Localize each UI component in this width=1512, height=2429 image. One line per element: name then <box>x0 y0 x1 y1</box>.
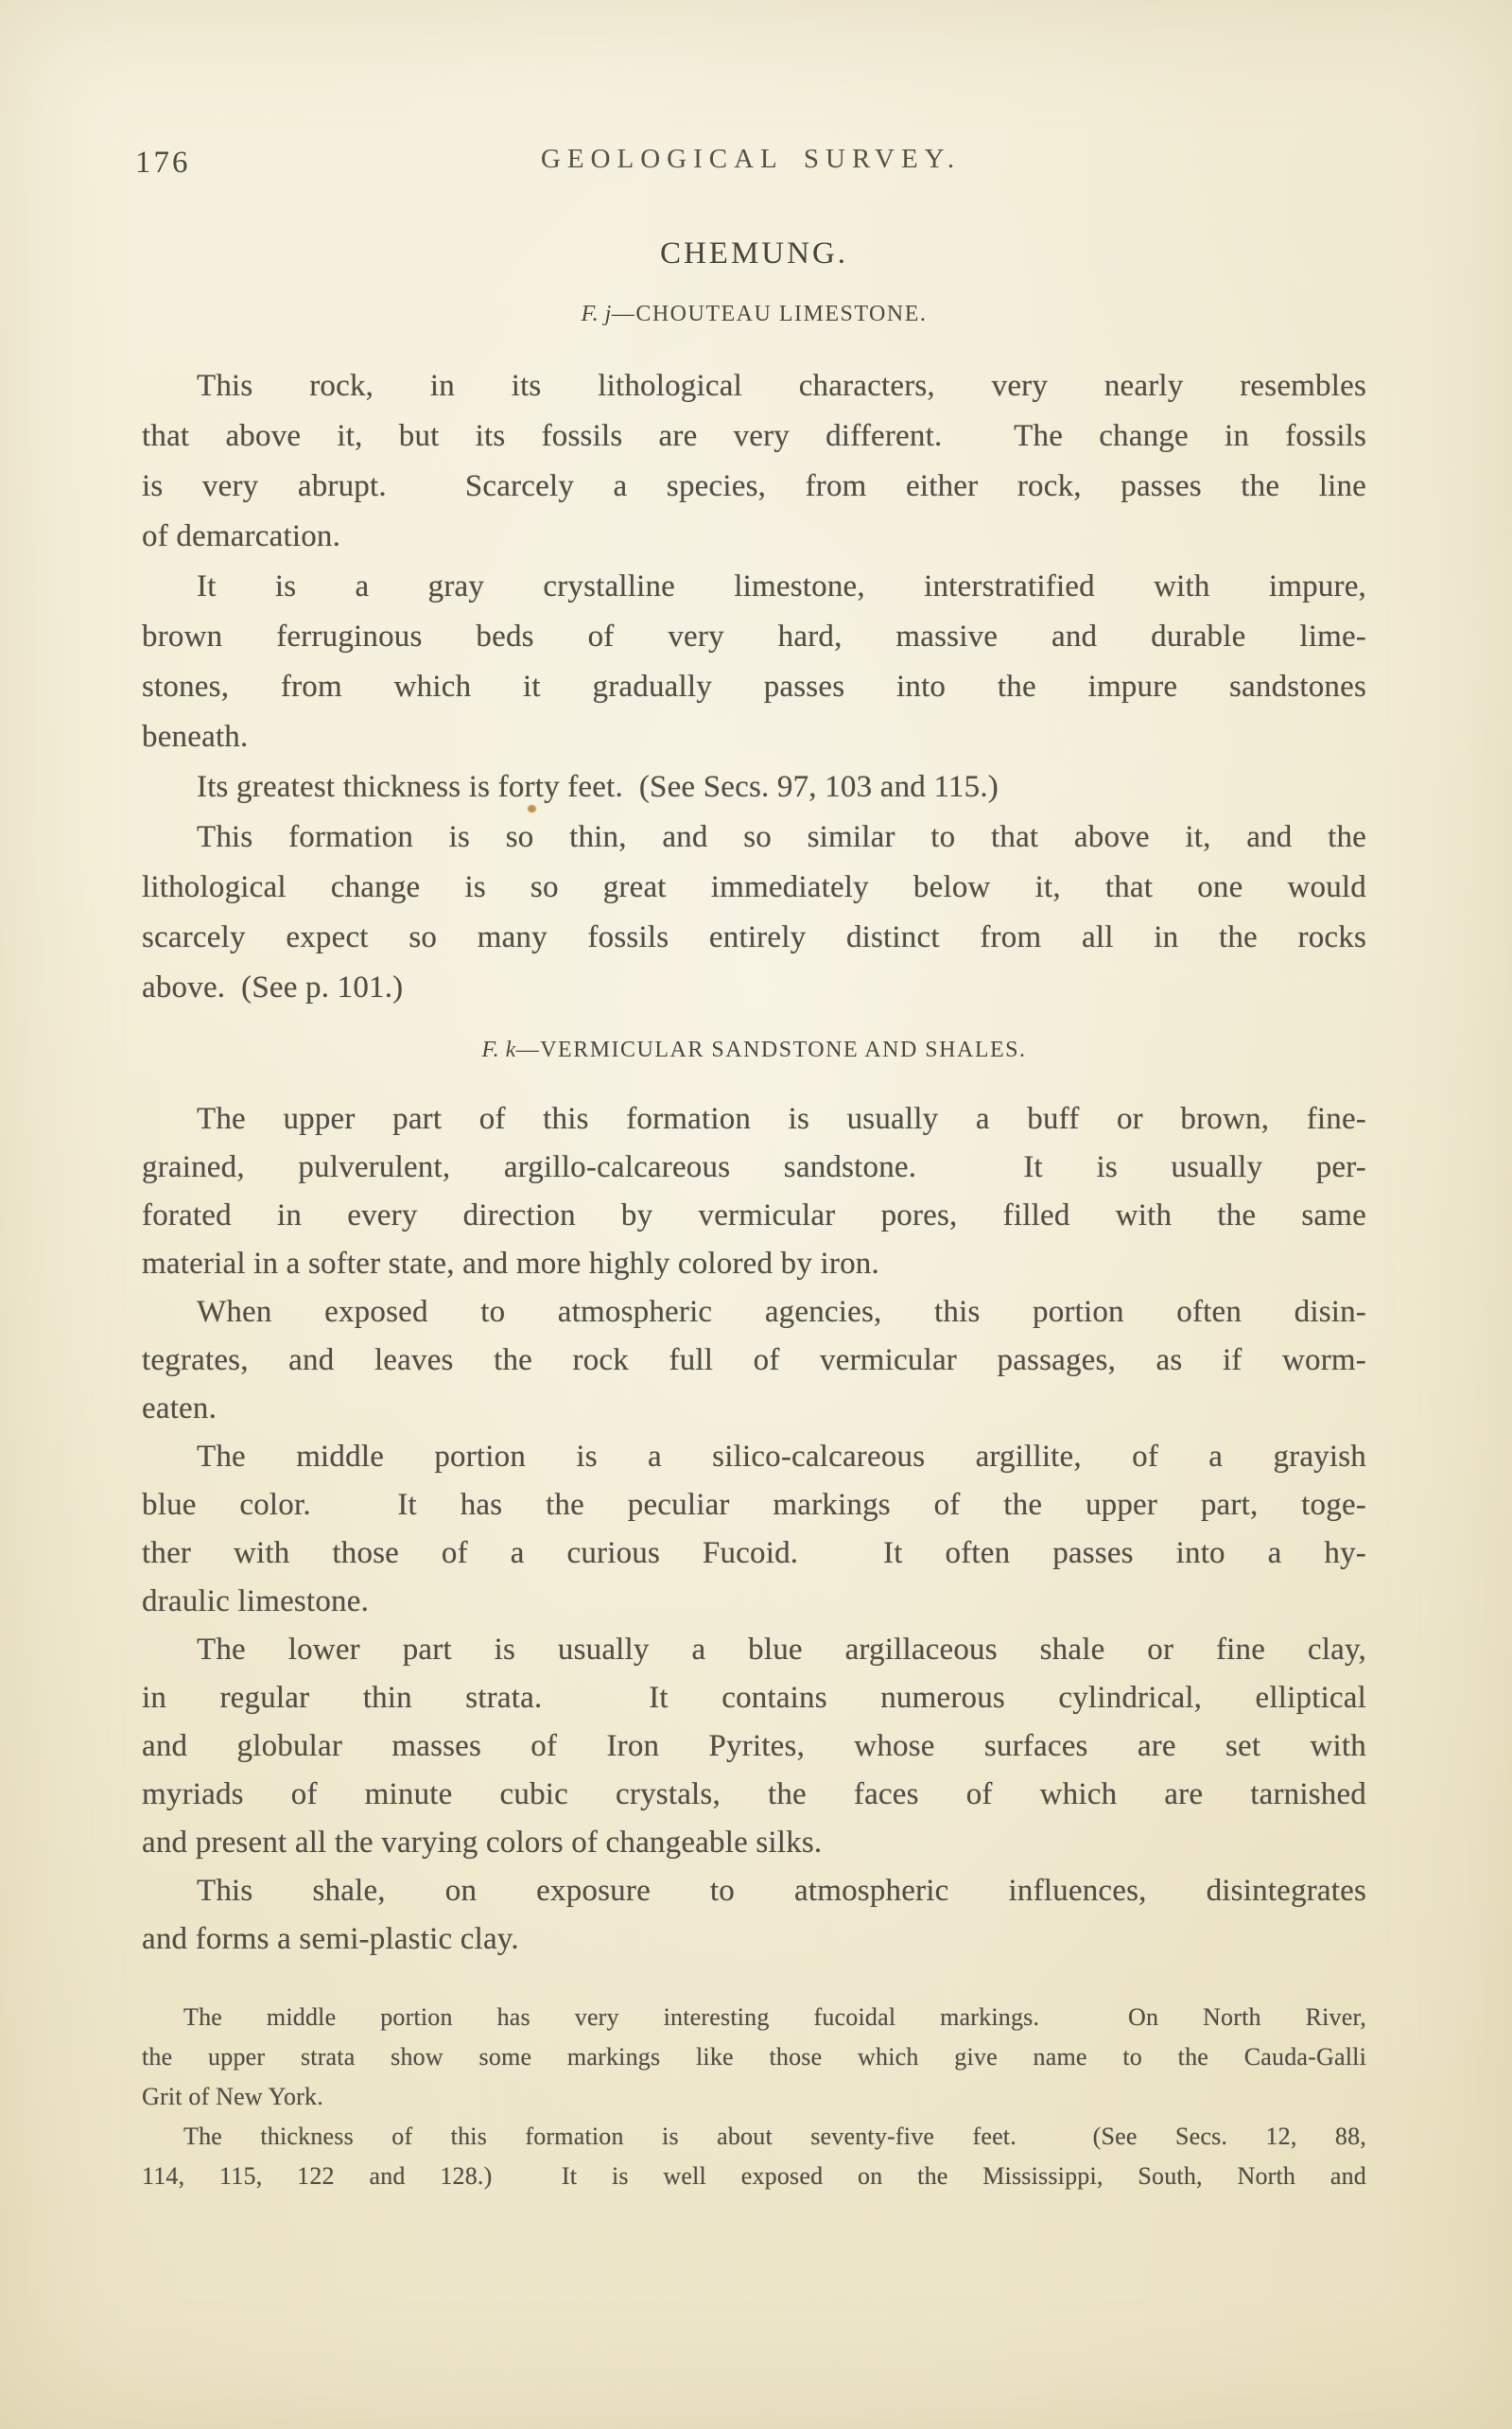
text-line: When exposed to atmospheric agencies, this portion often disin- <box>197 1295 1366 1329</box>
text-line: This formation is so thin, and so similar to that above it, and the <box>197 820 1366 854</box>
text-line: stones, from which it gradually passes into the impure sandstones <box>142 670 1366 704</box>
text-line: The middle portion has very interesting fucoidal markings. On North River, <box>183 2003 1366 2031</box>
text-line: ther with those of a curious Fucoid. It often passes into a hy- <box>142 1536 1366 1570</box>
heading-formation-name: —CHOUTEAU LIMESTONE. <box>611 302 928 326</box>
text-line: and forms a semi-plastic clay. <box>142 1922 519 1956</box>
text-line: tegrates, and leaves the rock full of vermicular passages, as if worm- <box>142 1343 1366 1377</box>
text-line: The middle portion is a silico-calcareous argillite, of a grayish <box>197 1440 1366 1474</box>
chapter-heading: CHEMUNG. <box>659 236 849 271</box>
small-print-notes <box>142 1998 1366 2196</box>
text-line: This rock, in its lithological characters, very nearly resembles <box>197 369 1366 403</box>
text-line: lithological change is so great immediately below it, that one would <box>142 870 1366 904</box>
text-line: above. (See p. 101.) <box>142 970 404 1005</box>
page-number: 176 <box>135 146 191 180</box>
text-line: is very abrupt. Scarcely a species, from either rock, passes the line <box>142 469 1366 503</box>
text-line: of demarcation. <box>142 519 341 553</box>
text-line: Grit of New York. <box>142 2083 323 2110</box>
text-line: that above it, but its fossils are very different. The change in fossils <box>142 419 1366 453</box>
section-body-chouteau-limestone <box>142 361 1366 1013</box>
text-line: scarcely expect so many fossils entirely distinct from all in the rocks <box>142 920 1366 954</box>
text-line: The thickness of this formation is about seventy-five feet. (See Secs. 12, 88, <box>183 2123 1366 2150</box>
text-line: in regular thin strata. It contains numerous cylindrical, elliptical <box>142 1681 1366 1715</box>
heading-formation-name: —VERMICULAR SANDSTONE AND SHALES. <box>515 1038 1027 1062</box>
section-heading-chouteau-limestone <box>142 302 1366 327</box>
heading-formation-code: F. j <box>581 302 612 326</box>
text-line: eaten. <box>142 1391 217 1425</box>
running-header <box>135 144 1366 182</box>
running-title: GEOLOGICAL SURVEY. <box>540 144 962 174</box>
text-line: blue color. It has the peculiar markings of the upper part, toge- <box>142 1488 1366 1522</box>
text-line: forated in every direction by vermicular pores, filled with the same <box>142 1198 1366 1232</box>
ink-spot-artifact <box>528 805 536 813</box>
heading-formation-code: F. k <box>481 1038 516 1062</box>
section-heading-vermicular-sandstone <box>142 1038 1366 1063</box>
text-line: brown ferruginous beds of very hard, massive and durable lime- <box>142 620 1366 654</box>
text-line: and globular masses of Iron Pyrites, whose surfaces are set with <box>142 1729 1366 1763</box>
text-line: grained, pulverulent, argillo-calcareous sandstone. It is usually per- <box>142 1150 1366 1184</box>
text-line: The upper part of this formation is usually a buff or brown, fine- <box>197 1102 1366 1136</box>
text-line: myriads of minute cubic crystals, the faces of which are tarnished <box>142 1777 1366 1811</box>
text-line: beneath. <box>142 720 249 754</box>
text-line: material in a softer state, and more highly colored by iron. <box>142 1247 879 1281</box>
text-line: It is a gray crystalline limestone, interstratified with impure, <box>197 569 1366 603</box>
text-line: 114, 115, 122 and 128.) It is well exposed on the Mississippi, South, North and <box>142 2162 1366 2190</box>
text-line: Its greatest thickness is forty feet. (See Secs. 97, 103 and 115.) <box>197 770 999 804</box>
text-line: and present all the varying colors of changeable silks. <box>142 1826 823 1860</box>
text-line: The lower part is usually a blue argillaceous shale or fine clay, <box>197 1633 1366 1667</box>
text-line: the upper strata show some markings like those which give name to the Cauda-Galli <box>142 2043 1366 2071</box>
section-body-vermicular-sandstone <box>142 1095 1366 1964</box>
text-line: This shale, on exposure to atmospheric influences, disintegrates <box>197 1874 1366 1908</box>
text-line: draulic limestone. <box>142 1584 370 1618</box>
